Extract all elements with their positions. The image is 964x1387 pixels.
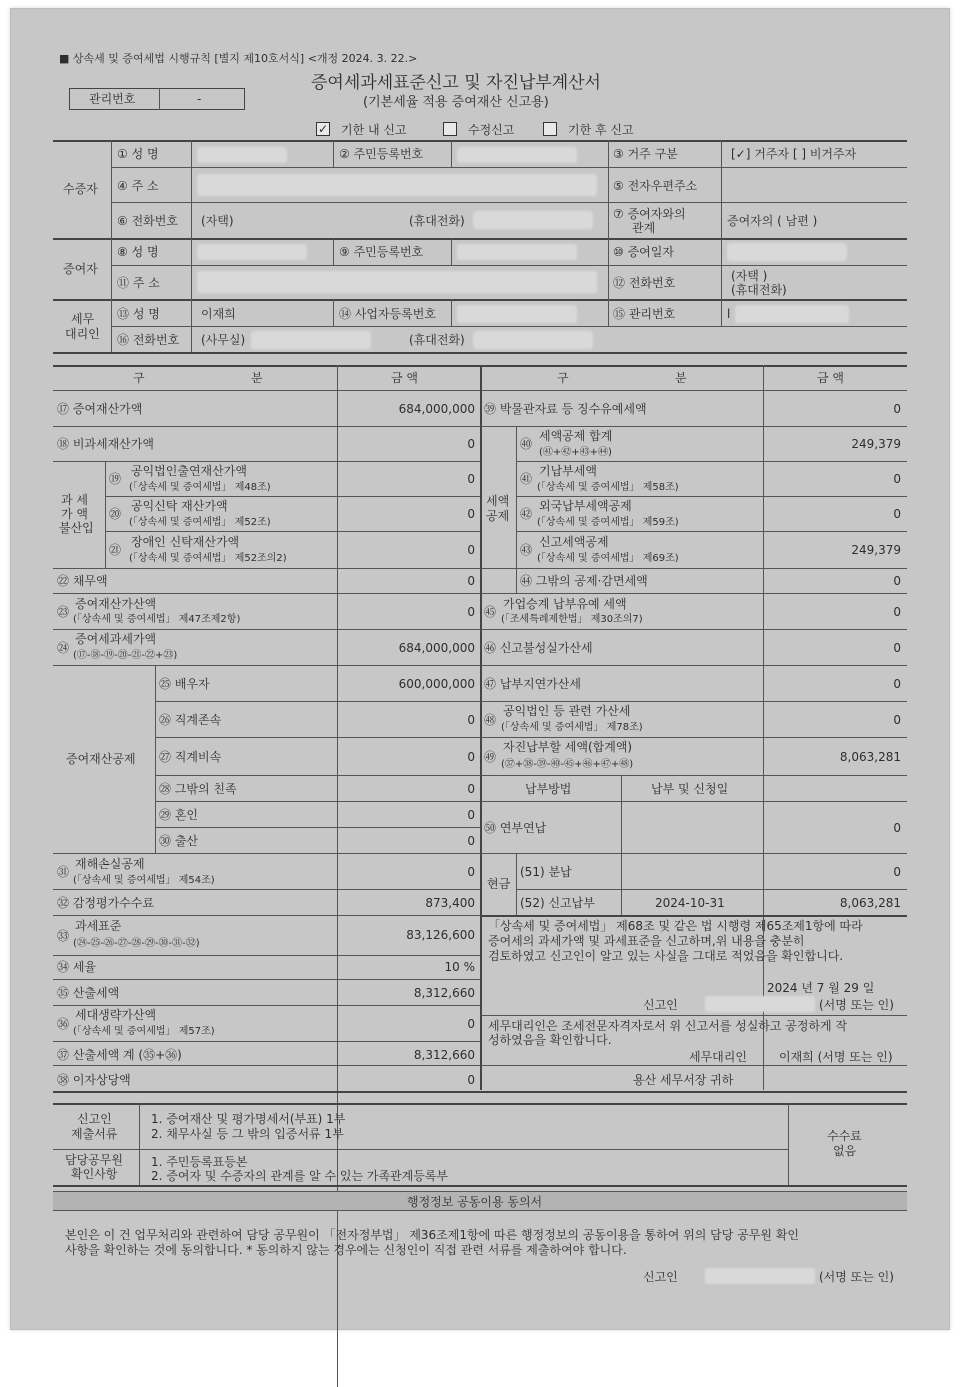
recipient-section-label: 수증자 bbox=[63, 182, 98, 196]
management-number-label: 관리번호 bbox=[89, 92, 136, 106]
relation-label-1: ⑦ 증여자와의 bbox=[613, 207, 686, 221]
r40-sub: (㊶+㊷+㊸+㊹) bbox=[539, 447, 612, 458]
r49-num: ㊾ bbox=[484, 750, 497, 764]
exempt-group-3: 불산입 bbox=[59, 521, 94, 535]
r49-value: 8,063,281 bbox=[839, 750, 901, 764]
declaration-line2: 증여세의 과세가액 및 과세표준을 신고하며,위 내용을 충분히 bbox=[488, 934, 805, 948]
agent-section-label-2: 대리인 bbox=[65, 327, 100, 341]
r27-label: ㉗ 직계비속 bbox=[159, 750, 222, 764]
filer-doc-2: 2. 채무사실 등 그 밖의 입증서류 1부 bbox=[151, 1127, 344, 1141]
r47-value: 0 bbox=[893, 677, 901, 691]
recipient-rrn-label: ② 주민등록번호 bbox=[339, 147, 424, 161]
deduct-group-label: 증여재산공제 bbox=[66, 752, 136, 766]
credit-group-1: 세액 bbox=[486, 494, 510, 508]
credit-group-2: 공제 bbox=[486, 509, 510, 523]
r39-value: 0 bbox=[893, 402, 901, 416]
r20-sub: (「상속세 및 증여세법」 제52조) bbox=[129, 517, 271, 528]
r36-label: 세대생략가산액 bbox=[75, 1008, 157, 1022]
agent-phone-office-redacted bbox=[251, 331, 371, 349]
r42-label: 외국납부세액공제 bbox=[539, 499, 632, 513]
r18-label: ⑱ 비과세재산가액 bbox=[57, 437, 154, 451]
r28-value: 0 bbox=[467, 782, 475, 796]
cash-label: 현금 bbox=[487, 877, 511, 891]
donor-phone-mobile: (휴대전화) bbox=[731, 283, 787, 297]
r20-num: ⑳ bbox=[109, 507, 122, 521]
r19-label: 공익법인출연재산가액 bbox=[131, 464, 247, 478]
r23-sub: (「상속세 및 증여세법」 제47조제2항) bbox=[73, 614, 241, 625]
tax-office-addressee: 용산 세무서장 귀하 bbox=[633, 1073, 734, 1087]
r22-value: 0 bbox=[467, 574, 475, 588]
r42-num: ㊷ bbox=[520, 507, 533, 521]
agent-bizno-label: ⑭ 사업자등록번호 bbox=[339, 307, 436, 321]
r19-value: 0 bbox=[467, 472, 475, 486]
r25-label: ㉕ 배우자 bbox=[159, 677, 210, 691]
filing-late-label: 기한 후 신고 bbox=[568, 123, 634, 137]
pay-date-head: 납부 및 신청일 bbox=[651, 782, 729, 796]
r48-label: 공익법인 등 관련 가산세 bbox=[503, 704, 631, 718]
recipient-address-label: ④ 주 소 bbox=[117, 179, 159, 193]
r21-sub: (「상속세 및 증여세법」 제52조의2) bbox=[129, 553, 287, 564]
recipient-phone-home: (자택) bbox=[201, 214, 234, 228]
relation-label-2: 관계 bbox=[632, 221, 656, 235]
r33-num: ㉝ bbox=[57, 929, 70, 943]
r46-label: ㊻ 신고불성실가산세 bbox=[484, 641, 593, 655]
agent-mgmt-prefix: l bbox=[727, 307, 731, 321]
agent-phone-label: ⑯ 전화번호 bbox=[117, 333, 180, 347]
donor-rrn-label: ⑨ 주민등록번호 bbox=[339, 245, 424, 259]
agent-phone-office: (사무실) bbox=[201, 333, 246, 347]
officer-doc-2: 2. 증여자 및 수증자의 관계를 알 수 있는 가족관계등록부 bbox=[151, 1169, 448, 1183]
donor-name-redacted bbox=[197, 244, 307, 260]
r41-label: 기납부세액 bbox=[539, 464, 597, 478]
r22-label: ㉒ 채무액 bbox=[57, 574, 108, 588]
declaration-line3: 검토하였고 신고인이 알고 있는 사실을 그대로 적었음을 확인합니다. bbox=[488, 949, 844, 963]
r32-value: 873,400 bbox=[425, 896, 475, 910]
agent-declaration-line2: 성하였음을 확인합니다. bbox=[488, 1033, 612, 1047]
r52-date: 2024-10-31 bbox=[655, 896, 725, 910]
r23-num: ㉓ bbox=[57, 605, 70, 619]
r26-value: 0 bbox=[467, 713, 475, 727]
declaration-date: 2024 년 7 월 29 일 bbox=[767, 981, 875, 995]
right-head-amount: 금 액 bbox=[817, 371, 844, 385]
declaration-line1: 「상속세 및 증여세법」 제68조 및 같은 법 시행령 제65조제1항에 따라 bbox=[488, 919, 863, 933]
r19-sub: (「상속세 및 증여세법」 제48조) bbox=[129, 482, 271, 493]
r27-value: 0 bbox=[467, 750, 475, 764]
recipient-phone-label: ⑥ 전화번호 bbox=[117, 214, 178, 228]
filing-on-time-label: 기한 내 신고 bbox=[341, 123, 407, 137]
r43-num: ㊸ bbox=[520, 543, 533, 557]
donor-phone-label: ⑫ 전화번호 bbox=[613, 276, 676, 290]
filing-on-time-checkbox[interactable]: ✓ bbox=[317, 122, 329, 136]
agent-mgmt-redacted bbox=[735, 305, 849, 323]
r24-label: 증여세과세가액 bbox=[75, 632, 157, 646]
r20-label: 공익신탁 재산가액 bbox=[131, 499, 228, 513]
r49-sub: (㊲+㊳-㊴-㊵-㊺+㊻+㊼+㊽) bbox=[501, 759, 634, 770]
r21-num: ㉑ bbox=[109, 543, 122, 557]
agent-phone-mobile-redacted bbox=[473, 331, 593, 349]
fee-label: 수수료 bbox=[827, 1129, 862, 1143]
r28-label: ㉘ 그밖의 친족 bbox=[159, 782, 237, 796]
donor-rrn-redacted bbox=[457, 244, 577, 260]
recipient-name-redacted bbox=[197, 147, 287, 163]
agent-name-value: 이재희 bbox=[201, 307, 236, 321]
agent-declaration-line1: 세무대리인은 조세전문자격자로서 위 신고서를 성실하고 공정하게 작 bbox=[488, 1019, 848, 1033]
relation-value: 증여자의 ( 남편 ) bbox=[727, 214, 818, 228]
r31-sub: (「상속세 및 증여세법」 제54조) bbox=[73, 875, 215, 886]
agent-section-label-1: 세무 bbox=[71, 312, 95, 326]
r41-num: ㊶ bbox=[520, 472, 533, 486]
gift-date-redacted bbox=[727, 243, 847, 261]
right-head-bun: 분 bbox=[675, 371, 687, 385]
r37-label: ㊲ 산출세액 계 (㉟+㊱) bbox=[57, 1048, 182, 1062]
r33-value: 83,126,600 bbox=[406, 928, 475, 942]
r45-label: 가업승계 납부유예 세액 bbox=[503, 597, 627, 611]
r26-label: ㉖ 직계존속 bbox=[159, 713, 222, 727]
r52-label: (52) 신고납부 bbox=[520, 896, 595, 910]
agent-name-label: ⑬ 성 명 bbox=[117, 307, 160, 321]
r49-label: 자진납부할 세액(합계액) bbox=[503, 740, 633, 754]
r41-sub: (「상속세 및 증여세법」 제58조) bbox=[537, 482, 679, 493]
exempt-group-2: 가 액 bbox=[61, 507, 88, 521]
r43-sub: (「상속세 및 증여세법」 제69조) bbox=[537, 553, 679, 564]
recipient-phone-mobile: (휴대전화) bbox=[409, 214, 465, 228]
r43-label: 신고세액공제 bbox=[539, 535, 609, 549]
consent-line2: 사항을 확인하는 것에 동의합니다. * 동의하지 않는 경우에는 신청인이 직접 관련 서류를 제출하여야 합니다. bbox=[65, 1243, 627, 1257]
filer-doc-1: 1. 증여재산 및 평가명세서(부표) 1부 bbox=[151, 1112, 346, 1126]
r45-sub: (「조세특례제한법」 제30조의7) bbox=[501, 614, 643, 625]
r30-label: ㉚ 출산 bbox=[159, 834, 198, 848]
r44-value: 0 bbox=[893, 574, 901, 588]
filing-late-checkbox[interactable] bbox=[543, 122, 557, 136]
r48-sub: (「상속세 및 증여세법」 제78조) bbox=[501, 722, 643, 733]
filer-docs-label-2: 제출서류 bbox=[71, 1127, 118, 1141]
r21-label: 장애인 신탁재산가액 bbox=[131, 535, 240, 549]
r45-num: ㊺ bbox=[484, 605, 497, 619]
gift-date-label: ⑩ 증여일자 bbox=[613, 245, 674, 259]
r24-value: 684,000,000 bbox=[398, 641, 475, 655]
r39-label: ㊴ 박물관자료 등 징수유예세액 bbox=[484, 402, 647, 416]
r40-num: ㊵ bbox=[520, 437, 533, 451]
consent-filer-label: 신고인 bbox=[643, 1270, 678, 1284]
r17-label: ⑰ 증여재산가액 bbox=[57, 402, 143, 416]
r42-value: 0 bbox=[893, 507, 901, 521]
r35-label: ㉟ 산출세액 bbox=[57, 986, 120, 1000]
r50-label: ㊿ 연부연납 bbox=[484, 821, 547, 835]
r43-value: 249,379 bbox=[851, 543, 901, 557]
r23-value: 0 bbox=[467, 605, 475, 619]
r31-label: 재해손실공제 bbox=[75, 857, 145, 871]
r29-label: ㉙ 혼인 bbox=[159, 808, 198, 822]
recipient-address-redacted bbox=[197, 174, 597, 196]
residence-value: [✓] 거주자 [ ] 비거주자 bbox=[731, 147, 857, 161]
agent-phone-mobile: (휴대전화) bbox=[409, 333, 465, 347]
r19-num: ⑲ bbox=[109, 472, 122, 486]
r25-value: 600,000,000 bbox=[398, 677, 475, 691]
r38-value: 0 bbox=[467, 1073, 475, 1087]
declaration-sign-hint: (서명 또는 인) bbox=[819, 998, 894, 1012]
r31-value: 0 bbox=[467, 865, 475, 879]
right-head-gu: 구 bbox=[557, 371, 569, 385]
recipient-phone-redacted bbox=[473, 211, 593, 229]
r46-value: 0 bbox=[893, 641, 901, 655]
r17-value: 684,000,000 bbox=[398, 402, 475, 416]
r36-sub: (「상속세 및 증여세법」 제57조) bbox=[73, 1026, 215, 1037]
declaration-agent-sign: 이재희 (서명 또는 인) bbox=[779, 1050, 893, 1064]
r38-label: ㊳ 이자상당액 bbox=[57, 1073, 131, 1087]
declaration-filer-label: 신고인 bbox=[643, 998, 678, 1012]
r30-value: 0 bbox=[467, 834, 475, 848]
officer-check-label-2: 확인사항 bbox=[71, 1167, 118, 1181]
filing-amended-label: 수정신고 bbox=[468, 123, 515, 137]
donor-address-redacted bbox=[197, 271, 597, 293]
r23-label: 증여재산가산액 bbox=[75, 597, 157, 611]
recipient-rrn-redacted bbox=[457, 147, 577, 163]
r44-label: ㊹ 그밖의 공제·감면세액 bbox=[520, 574, 648, 588]
consent-line1: 본인은 이 건 업무처리와 관련하여 담당 공무원이 「전자정부법」 제36조제1항에 따른 행정정보의 공동이용을 통하여 위의 담당 공무원 확인 bbox=[65, 1228, 799, 1242]
r24-sub: (⑰-⑱-⑲-⑳-㉑-㉒+㉓) bbox=[73, 650, 178, 661]
form-title: 증여세과세표준신고 및 자진납부계산서 bbox=[311, 73, 601, 93]
r52-value: 8,063,281 bbox=[839, 896, 901, 910]
left-head-gu: 구 bbox=[133, 371, 145, 385]
exempt-group-1: 과 세 bbox=[61, 493, 88, 507]
agent-mgmt-label: ⑮ 관리번호 bbox=[613, 307, 676, 321]
filing-amended-checkbox[interactable] bbox=[443, 122, 457, 136]
r21-value: 0 bbox=[467, 543, 475, 557]
r20-value: 0 bbox=[467, 507, 475, 521]
email-label: ⑤ 전자우편주소 bbox=[613, 179, 698, 193]
officer-doc-1: 1. 주민등록표등본 bbox=[151, 1155, 248, 1169]
law-reference: ■ 상속세 및 증여세법 시행규칙 [별지 제10호서식] <개정 2024. 3. 22.> bbox=[59, 52, 418, 65]
pay-method-head: 납부방법 bbox=[525, 782, 572, 796]
r33-label: 과세표준 bbox=[75, 919, 122, 933]
r40-label: 세액공제 합계 bbox=[539, 429, 613, 443]
r51-label: (51) 분납 bbox=[520, 865, 572, 879]
r24-num: ㉔ bbox=[57, 641, 70, 655]
r33-sub: (㉔-㉕-㉖-㉗-㉘-㉙-㉚-㉛-㉜) bbox=[73, 938, 200, 949]
consent-title: 행정정보 공동이용 동의서 bbox=[407, 1195, 543, 1209]
r45-value: 0 bbox=[893, 605, 901, 619]
consent-filer-redacted bbox=[705, 1268, 815, 1284]
r34-value: 10 % bbox=[444, 960, 475, 974]
r34-label: ㉞ 세율 bbox=[57, 960, 96, 974]
r29-value: 0 bbox=[467, 808, 475, 822]
r42-sub: (「상속세 및 증여세법」 제59조) bbox=[537, 517, 679, 528]
donor-phone-home: (자택 ) bbox=[731, 269, 768, 283]
fee-value: 없음 bbox=[833, 1144, 857, 1158]
donor-address-label: ⑪ 주 소 bbox=[117, 276, 160, 290]
agent-bizno-redacted bbox=[457, 305, 577, 323]
form-subtitle: (기본세율 적용 증여재산 신고용) bbox=[363, 95, 549, 110]
declaration-agent-label: 세무대리인 bbox=[689, 1050, 747, 1064]
officer-check-label-1: 담당공무원 bbox=[65, 1153, 123, 1167]
r31-num: ㉛ bbox=[57, 865, 70, 879]
r48-num: ㊽ bbox=[484, 713, 497, 727]
filer-docs-label-1: 신고인 bbox=[77, 1112, 112, 1126]
r50-value: 0 bbox=[893, 821, 901, 835]
r36-num: ㊱ bbox=[57, 1017, 70, 1031]
r18-value: 0 bbox=[467, 437, 475, 451]
left-head-amount: 금 액 bbox=[391, 371, 418, 385]
tax-return-form bbox=[10, 8, 950, 1330]
management-number-value: - bbox=[197, 92, 202, 106]
r37-value: 8,312,660 bbox=[413, 1048, 475, 1062]
consent-sign-hint: (서명 또는 인) bbox=[819, 1270, 894, 1284]
r32-label: ㉜ 감정평가수수료 bbox=[57, 896, 154, 910]
r35-value: 8,312,660 bbox=[413, 986, 475, 1000]
recipient-name-label: ① 성 명 bbox=[117, 147, 159, 161]
r40-value: 249,379 bbox=[851, 437, 901, 451]
r36-value: 0 bbox=[467, 1017, 475, 1031]
r41-value: 0 bbox=[893, 472, 901, 486]
r48-value: 0 bbox=[893, 713, 901, 727]
residence-label: ③ 거주 구분 bbox=[613, 147, 678, 161]
r51-value: 0 bbox=[893, 865, 901, 879]
declaration-filer-redacted bbox=[705, 996, 815, 1012]
donor-section-label: 증여자 bbox=[63, 262, 98, 276]
donor-name-label: ⑧ 성 명 bbox=[117, 245, 159, 259]
left-head-bun: 분 bbox=[251, 371, 263, 385]
r47-label: ㊼ 납부지연가산세 bbox=[484, 677, 581, 691]
